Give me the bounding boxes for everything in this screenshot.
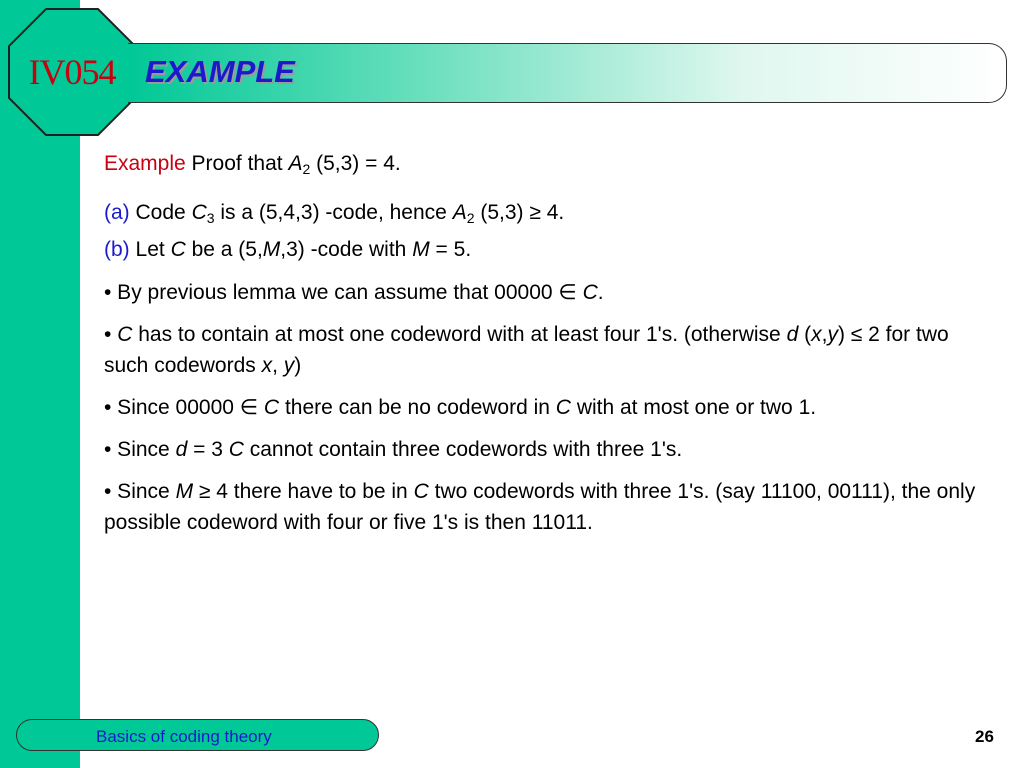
var: C — [555, 396, 571, 419]
text: • — [104, 323, 112, 346]
text: . — [597, 281, 604, 304]
var: A — [452, 201, 467, 224]
var: C — [582, 281, 598, 304]
var: A — [288, 152, 303, 175]
text: , — [821, 323, 828, 346]
text: ( — [804, 323, 812, 346]
var: M — [175, 480, 194, 503]
text: cannot contain three codewords with three 1's. — [249, 438, 683, 461]
var: x — [811, 323, 822, 346]
bullet-1 — [104, 277, 994, 308]
part-b — [104, 234, 994, 265]
subscript: 2 — [466, 210, 475, 226]
example-line — [104, 148, 994, 185]
subscript: 2 — [302, 161, 311, 177]
var: y — [283, 354, 295, 377]
var: d — [786, 323, 799, 346]
text: • Since — [104, 438, 170, 461]
page-number: 26 — [975, 727, 994, 746]
text: is a (5,4,3) -code, hence — [220, 201, 447, 224]
bullet-4 — [104, 434, 994, 465]
text: Let — [135, 238, 165, 261]
var: C — [191, 201, 207, 224]
text: Proof that — [191, 152, 283, 175]
text: ≥ 4 there have to be in — [198, 480, 408, 503]
var: M — [412, 238, 430, 261]
text: has to contain at most one codeword with at least four 1's. (otherwise — [138, 323, 781, 346]
subscript: 3 — [206, 210, 215, 226]
text: ) — [294, 354, 302, 377]
part-b-label: (b) — [104, 238, 130, 261]
var: C — [170, 238, 186, 261]
text: (5,3) = 4. — [316, 152, 401, 175]
text: ,3) -code with — [280, 238, 407, 261]
text: Code — [135, 201, 186, 224]
text: two codewords with three 1's. (say 11100, 00111), the only possible codeword with four or five 1's is then 11011. — [104, 480, 976, 534]
footer-text: Basics of coding theory — [96, 727, 272, 746]
text: there can be no codeword in — [284, 396, 550, 419]
slide-content — [104, 148, 994, 538]
bullet-2 — [104, 319, 994, 381]
var: d — [175, 438, 188, 461]
text: • Since 00000 ∈ — [104, 396, 259, 419]
var: C — [413, 480, 429, 503]
text: (5,3) ≥ 4. — [480, 201, 565, 224]
var: M — [262, 238, 281, 261]
text: , — [272, 354, 278, 377]
text: be a (5, — [191, 238, 263, 261]
var: x — [261, 354, 273, 377]
slide-title: EXAMPLE — [145, 54, 295, 89]
text: = 3 — [193, 438, 223, 461]
text: = 5. — [435, 238, 472, 261]
part-a — [104, 197, 994, 234]
text: • By previous lemma we can assume that 00000 ∈ — [104, 281, 577, 304]
var: C — [228, 438, 244, 461]
var: C — [117, 323, 133, 346]
text: • Since — [104, 480, 170, 503]
part-a-label: (a) — [104, 201, 130, 224]
logo-text: IV054 — [28, 52, 116, 92]
bullet-3 — [104, 392, 994, 423]
text: with at most one or two 1. — [576, 396, 817, 419]
var: y — [827, 323, 838, 346]
var: C — [263, 396, 280, 419]
bullet-5 — [104, 476, 994, 538]
text: ) ≤ 2 for two such codewords — [104, 323, 949, 377]
example-label: Example — [104, 152, 186, 175]
